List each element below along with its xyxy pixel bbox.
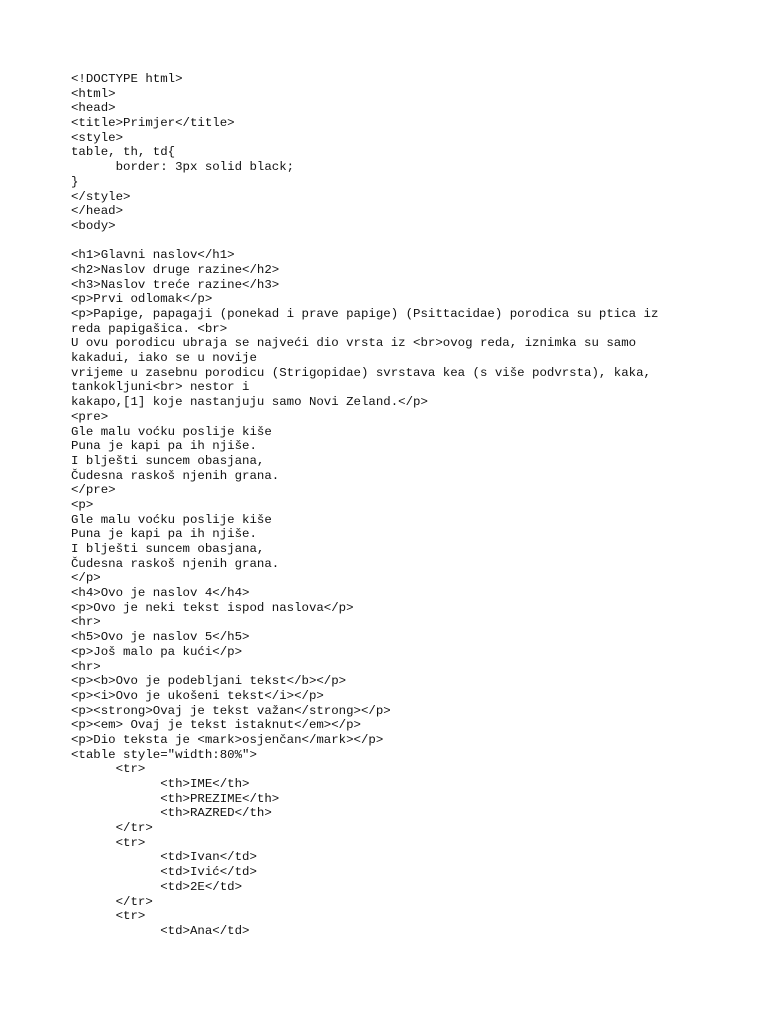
code-line: <p>Prvi odlomak</p> <box>71 292 213 307</box>
code-line: <p><em> Ovaj je tekst istaknut</em></p> <box>71 718 361 733</box>
code-line: <!DOCTYPE html> <box>71 72 183 86</box>
code-line: <h2>Naslov druge razine</h2> <box>71 262 280 277</box>
code-line: Puna je kapi pa ih njiše. <box>71 439 257 454</box>
code-line: <pre> <box>71 409 109 424</box>
code-line: <th>RAZRED</th> <box>71 806 272 821</box>
code-line: <tr> <box>71 835 146 850</box>
code-line: </tr> <box>71 894 153 909</box>
code-line: <h1>Glavni naslov</h1> <box>71 248 235 263</box>
code-line: <td>Ivan</td> <box>71 850 257 865</box>
code-line: <p><i>Ovo je ukošeni tekst</i></p> <box>71 688 324 703</box>
code-line: </tr> <box>71 821 153 836</box>
code-line: Gle malu voćku poslije kiše <box>71 424 272 439</box>
code-line: <p>Ovo je neki tekst ispod naslova</p> <box>71 600 354 615</box>
code-line: <td>Ivić</td> <box>71 865 257 880</box>
code-line: <th>IME</th> <box>71 777 250 791</box>
code-line: <td>2E</td> <box>71 879 243 894</box>
code-line: Čudesna raskoš njenih grana. <box>71 468 280 483</box>
code-line: <hr> <box>71 615 101 630</box>
code-line: <html> <box>71 86 116 101</box>
code-line: <th>PREZIME</th> <box>71 791 280 806</box>
code-line: <p><strong>Ovaj je tekst važan</strong></p> <box>71 703 391 718</box>
code-line: <td>Ana</td> <box>71 923 250 938</box>
code-line: <p>Papige, papagaji (ponekad i prave papige) (Psittacidae) porodica su ptica iz <box>71 307 659 321</box>
code-line: reda papigašica. <br> <box>71 321 228 336</box>
code-line: <title>Primjer</title> <box>71 116 235 131</box>
code-line: </head> <box>71 204 124 219</box>
code-line: <p>Još malo pa kući</p> <box>71 644 243 659</box>
code-line: kakapo,[1] koje nastanjuju samo Novi Zeland.</p> <box>71 395 428 410</box>
code-line: <tr> <box>71 762 146 777</box>
code-line: </pre> <box>71 483 116 498</box>
code-line: Čudesna raskoš njenih grana. <box>71 556 280 571</box>
code-line: U ovu porodicu ubraja se najveći dio vrsta iz <br>ovog reda, iznimka su samo <box>71 336 637 351</box>
code-line: <body> <box>71 218 116 233</box>
code-line: <p> <box>71 497 94 512</box>
code-line: } <box>71 174 79 189</box>
code-line: <tr> <box>71 909 146 924</box>
code-line: </style> <box>71 189 131 204</box>
code-line: <p>Dio teksta je <mark>osjenčan</mark></p> <box>71 732 384 747</box>
code-line: kakadui, iako se u novije <box>71 351 257 366</box>
code-line: <p><b>Ovo je podebljani tekst</b></p> <box>71 674 347 689</box>
code-line: <table style="width:80%"> <box>71 747 257 762</box>
blank-line <box>71 234 711 249</box>
code-line: <hr> <box>71 659 101 674</box>
code-line: tankokljuni<br> nestor i <box>71 380 250 395</box>
code-line: Gle malu voćku poslije kiše <box>71 512 272 527</box>
code-line: vrijeme u zasebnu porodicu (Strigopidae) svrstava kea (s više podvrsta), kaka, <box>71 365 651 380</box>
code-line: I blješti suncem obasjana, <box>71 453 265 468</box>
code-line: </p> <box>71 571 101 586</box>
code-line: table, th, td{ <box>71 145 176 160</box>
code-line: <head> <box>71 101 116 116</box>
code-line: <h4>Ovo je naslov 4</h4> <box>71 586 250 601</box>
code-line: border: 3px solid black; <box>71 160 295 175</box>
code-line: <h3>Naslov treće razine</h3> <box>71 277 280 292</box>
code-line: <h5>Ovo je naslov 5</h5> <box>71 630 250 645</box>
code-line: I blješti suncem obasjana, <box>71 542 265 556</box>
code-line: Puna je kapi pa ih njiše. <box>71 527 257 542</box>
code-listing <box>71 72 711 939</box>
code-line: <style> <box>71 130 124 145</box>
